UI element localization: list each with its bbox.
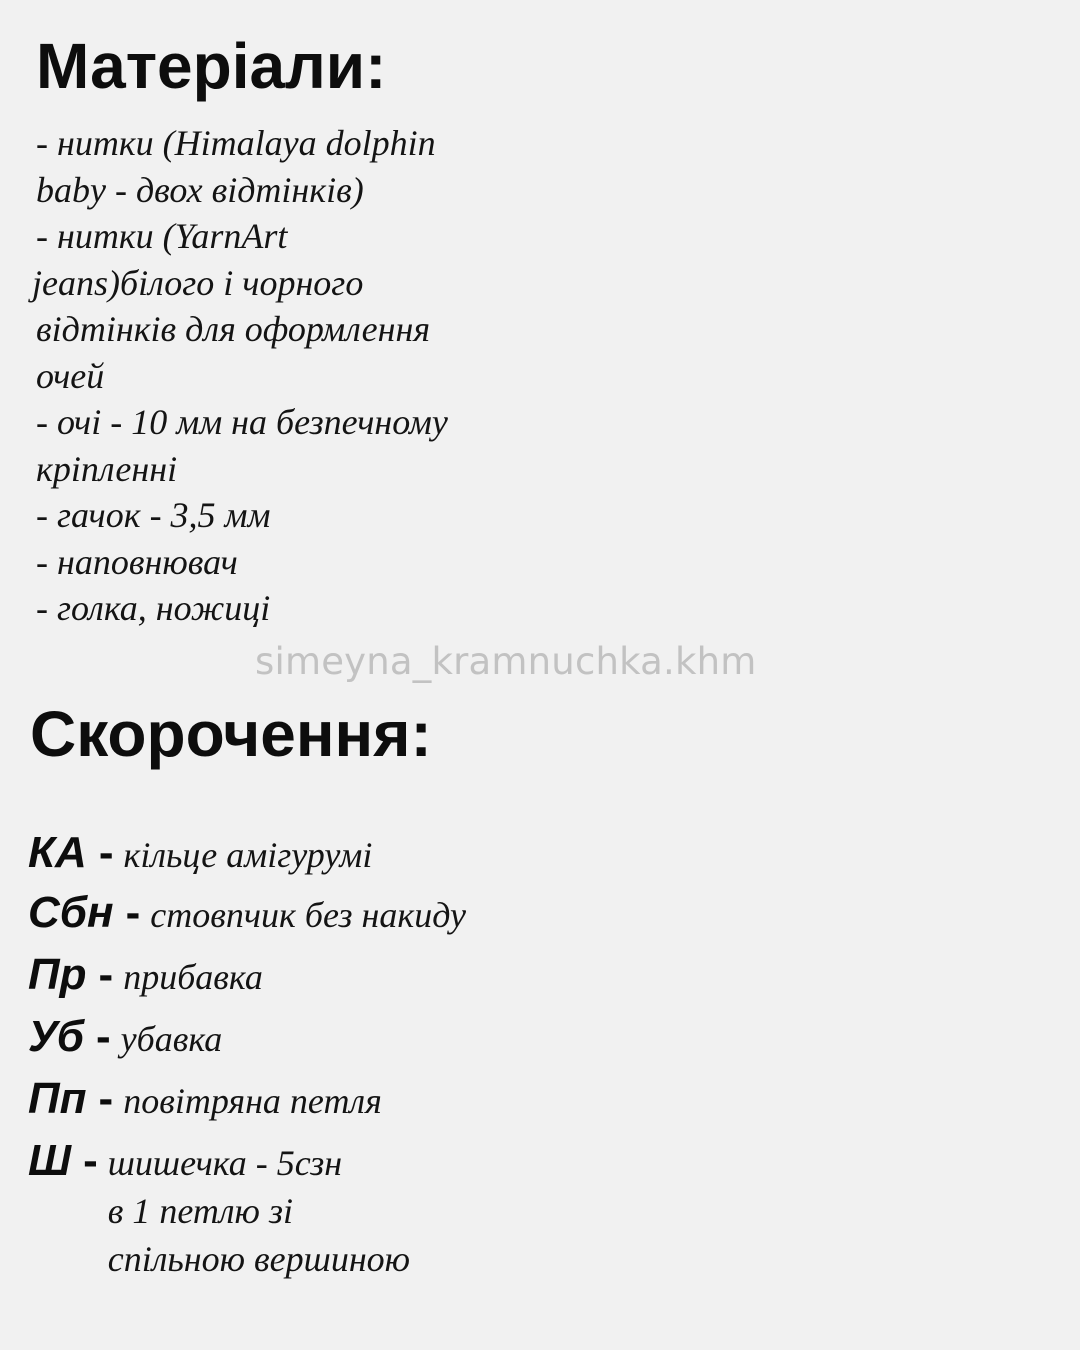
materials-line: baby - двох відтінків)	[36, 169, 364, 210]
abbreviation-dash: -	[125, 888, 141, 937]
abbreviation-definition-line: в 1 петлю зі	[107, 1191, 293, 1231]
abbreviation-item	[28, 888, 466, 938]
abbreviation-item	[28, 1136, 410, 1283]
materials-line: - гачок - 3,5 мм	[36, 495, 271, 535]
abbreviation-term: Уб	[28, 1012, 84, 1061]
abbreviation-dash: -	[98, 950, 114, 999]
abbreviation-term: КА	[28, 828, 87, 877]
abbreviation-definition-line: спільною вершиною	[107, 1239, 411, 1279]
materials-list	[32, 120, 556, 632]
materials-line: - нитки (Himalaya dolphin	[36, 123, 436, 163]
abbreviation-definition: убавка	[120, 1019, 223, 1059]
abbreviation-dash: -	[98, 828, 114, 877]
watermark: simeyna_kramnuchka.khm	[255, 640, 757, 683]
materials-line: jeans)білого і чорного	[32, 262, 364, 303]
materials-heading: Матеріали:	[36, 30, 387, 102]
abbreviation-term: Ш	[28, 1136, 72, 1185]
abbreviation-definition: прибавка	[123, 957, 263, 997]
abbreviation-definition: стовпчик без накиду	[150, 895, 466, 935]
materials-line: очей	[36, 355, 105, 396]
abbreviation-term: Пп	[28, 1074, 87, 1123]
abbreviation-item	[28, 828, 372, 878]
abbreviation-definition-line: шишечка - 5сзн	[107, 1143, 343, 1183]
abbreviation-dash: -	[95, 1012, 111, 1061]
materials-line: кріпленні	[36, 448, 178, 489]
materials-line: - нитки (YarnArt	[36, 216, 288, 256]
abbreviation-definition-block	[108, 1139, 410, 1283]
abbreviation-term: Сбн	[28, 888, 114, 937]
abbreviation-term: Пр	[28, 950, 87, 999]
abbreviations-heading: Скорочення:	[30, 698, 432, 770]
abbreviation-definition: кільце амігурумі	[123, 835, 373, 875]
materials-line: - очі - 10 мм на безпечному	[36, 402, 448, 442]
abbreviation-item	[28, 1012, 222, 1062]
abbreviation-item	[28, 1074, 382, 1124]
materials-line: відтінків для оформлення	[36, 309, 431, 349]
abbreviation-dash: -	[98, 1074, 114, 1123]
materials-line: - наповнювач	[36, 541, 238, 582]
abbreviation-item	[28, 950, 263, 1000]
materials-line: - голка, ножиці	[36, 588, 271, 628]
abbreviation-definition: повітряна петля	[123, 1081, 382, 1121]
abbreviation-dash: -	[83, 1136, 98, 1185]
